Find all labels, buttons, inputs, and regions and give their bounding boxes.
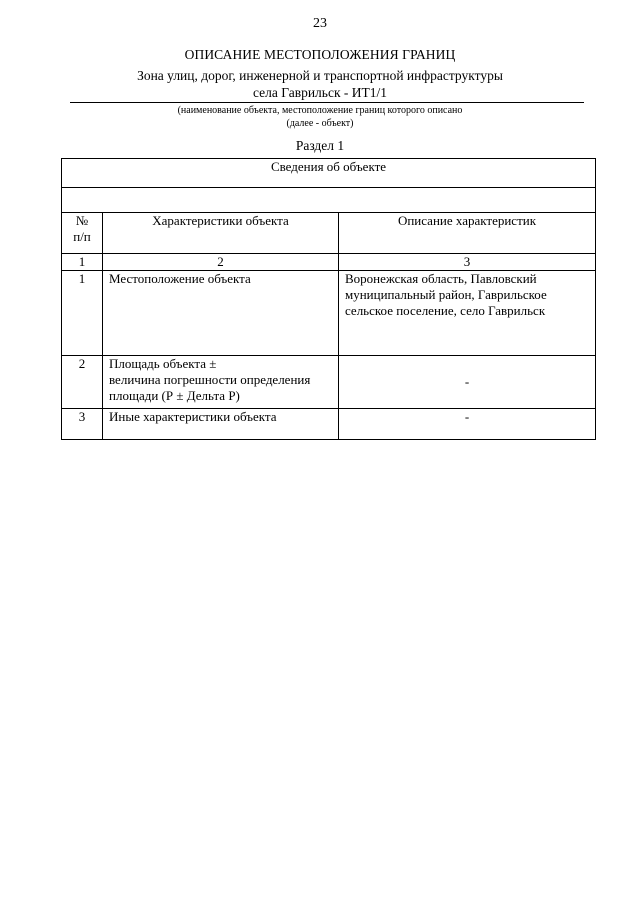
caption-line: (далее - объект)	[286, 118, 354, 129]
row-description	[339, 271, 596, 356]
column-header-characteristics: Характеристики объекта	[103, 213, 339, 254]
row-number: 2	[62, 356, 103, 409]
characteristic-line: Площадь объекта ±	[109, 356, 217, 371]
row-number: 1	[62, 271, 103, 356]
object-name-line: села Гаврильск - ИТ1/1	[253, 85, 387, 100]
object-name-caption	[70, 104, 570, 130]
characteristic-line: площади (Р ± Дельта Р)	[109, 388, 240, 403]
object-name-line: Зона улиц, дорог, инженерной и транспортной инфраструктуры	[137, 68, 503, 83]
column-number: 3	[339, 254, 596, 271]
column-numbers-row	[62, 254, 596, 271]
description-line: муниципальный район, Гаврильское	[345, 287, 547, 302]
row-number: 3	[62, 409, 103, 440]
object-info-table	[61, 158, 596, 440]
table-row	[62, 271, 596, 356]
section-label: Раздел 1	[295, 138, 345, 153]
column-headers-row	[62, 213, 596, 254]
column-header-number-line: п/п	[73, 229, 91, 244]
column-header-description: Описание характеристик	[339, 213, 596, 254]
table-header-row	[62, 159, 596, 188]
document-title: ОПИСАНИЕ МЕСТОПОЛОЖЕНИЯ ГРАНИЦ	[184, 47, 456, 62]
row-characteristic: Местоположение объекта	[103, 271, 339, 356]
row-description: -	[339, 356, 596, 409]
column-header-number	[62, 213, 103, 254]
description-line: сельское поселение, село Гаврильск	[345, 303, 546, 318]
characteristic-line: величина погрешности определения	[109, 372, 311, 387]
column-number: 1	[62, 254, 103, 271]
row-characteristic	[103, 356, 339, 409]
description-line: Воронежская область, Павловский	[345, 271, 537, 286]
table-row	[62, 356, 596, 409]
caption-line: (наименование объекта, местоположение границ которого описано	[177, 105, 463, 116]
row-description: -	[339, 409, 596, 440]
object-name	[70, 67, 570, 101]
page-number: 23	[313, 16, 327, 31]
table-header: Сведения об объекте	[62, 159, 596, 188]
column-header-number-line: №	[75, 213, 89, 228]
empty-cell	[62, 188, 596, 213]
row-characteristic: Иные характеристики объекта	[103, 409, 339, 440]
column-number: 2	[103, 254, 339, 271]
underline-rule	[70, 102, 584, 103]
table-empty-row	[62, 188, 596, 213]
table-row	[62, 409, 596, 440]
